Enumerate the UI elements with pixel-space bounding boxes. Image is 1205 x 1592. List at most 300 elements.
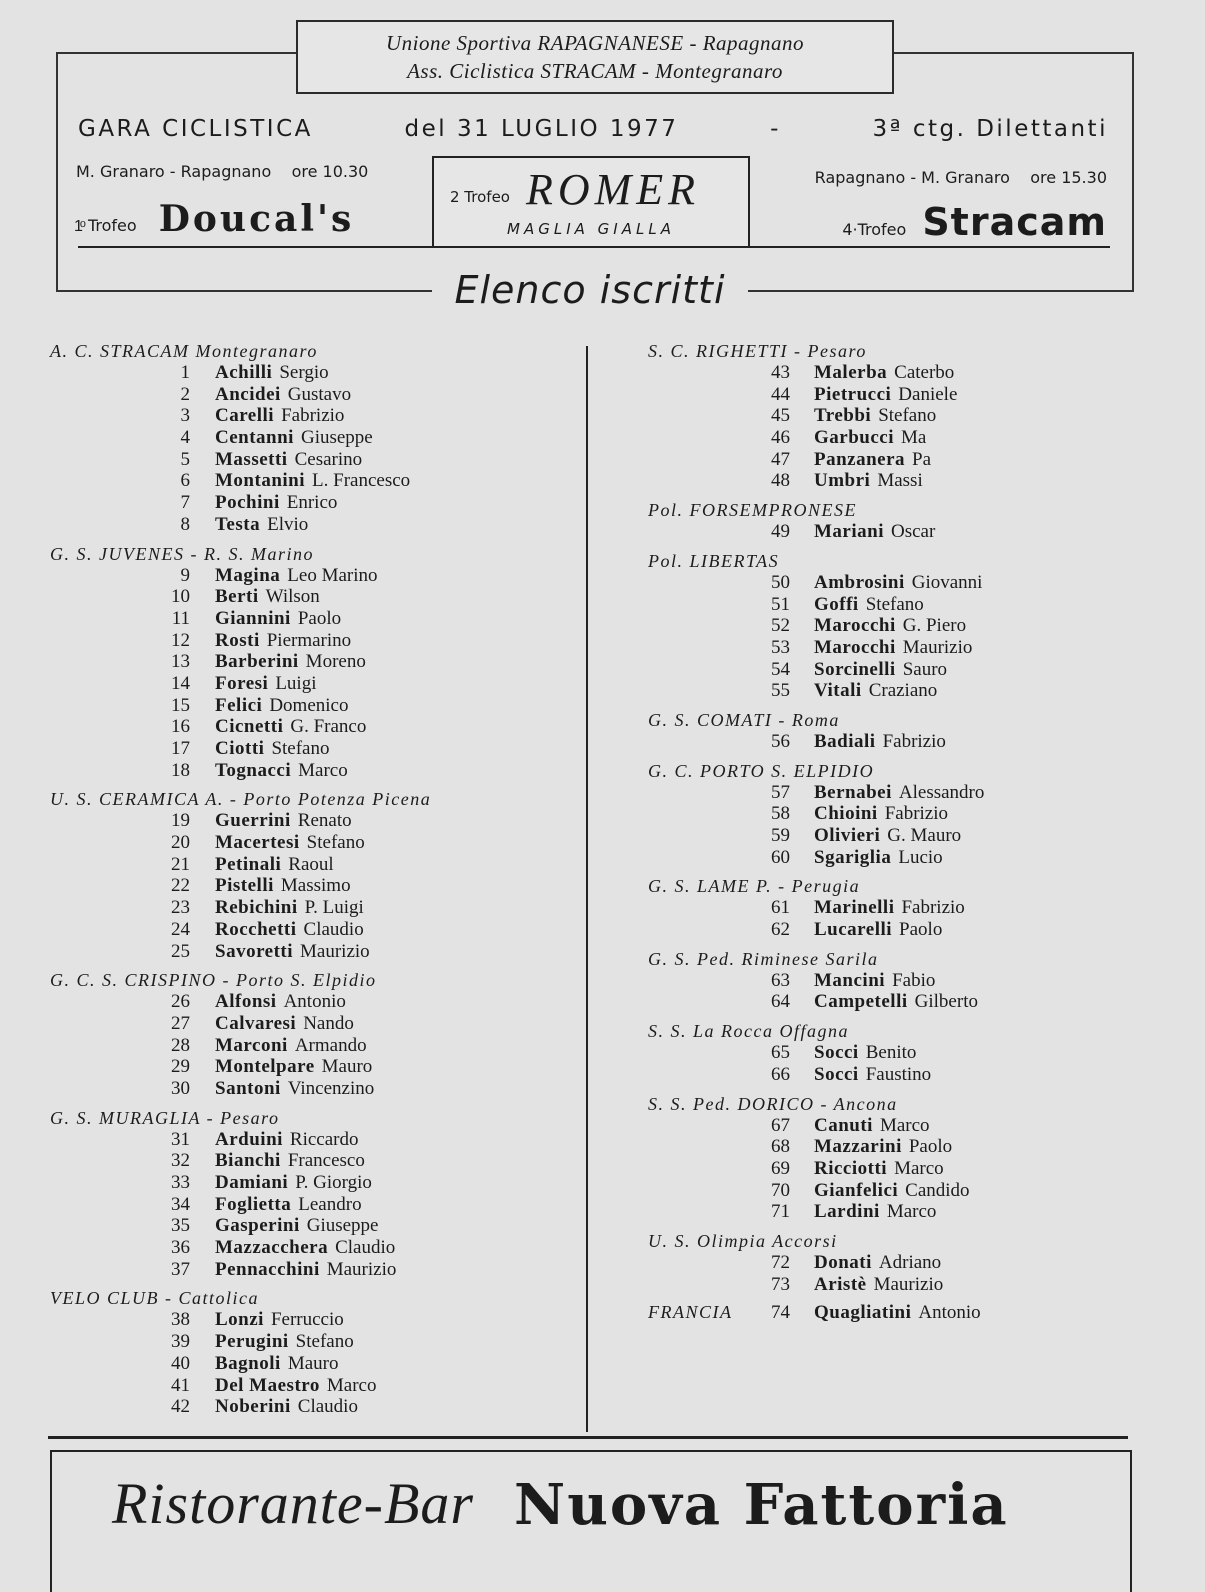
team-name: G. C. S. CRISPINO - Porto S. Elpidio xyxy=(50,970,377,991)
rider-first-name: Stefano xyxy=(878,405,937,427)
rider-surname: Ancidei xyxy=(215,383,281,405)
rider-name xyxy=(215,941,370,963)
rider-row xyxy=(50,1078,580,1100)
team-name: Pol. LIBERTAS xyxy=(648,550,780,571)
rider-surname: Tognacci xyxy=(215,759,292,781)
trofeo-doucals-logo: Doucal's xyxy=(158,198,355,240)
rider-surname: Damiani xyxy=(215,1172,289,1193)
rider-number: 52 xyxy=(771,615,790,637)
rider-row xyxy=(50,608,580,630)
rider-number: 33 xyxy=(171,1172,190,1193)
rider-name xyxy=(215,1194,362,1216)
rider-name xyxy=(215,897,364,919)
rider-row xyxy=(50,514,580,536)
rider-surname: Donati xyxy=(814,1251,872,1273)
rider-number: 25 xyxy=(171,940,190,962)
rider-number: 64 xyxy=(771,991,790,1013)
rider-row xyxy=(50,919,580,941)
rider-number: 40 xyxy=(171,1352,190,1374)
rider-number: 7 xyxy=(180,492,190,514)
rider-number: 70 xyxy=(771,1179,790,1201)
rider-first-name: Adriano xyxy=(878,1251,942,1273)
rider-name xyxy=(814,1302,981,1324)
rider-name xyxy=(814,825,961,847)
rider-number: 60 xyxy=(771,846,790,868)
rider-surname: Marocchi xyxy=(814,615,896,637)
rider-surname: Del Maestro xyxy=(215,1374,320,1396)
rider-row xyxy=(648,637,1188,659)
rider-name xyxy=(215,362,329,384)
rider-surname: Massetti xyxy=(215,448,288,470)
rider-surname: Berti xyxy=(215,586,259,608)
rider-surname: Bianchi xyxy=(215,1150,281,1172)
rider-name xyxy=(814,847,943,869)
rider-surname: Olivieri xyxy=(814,825,881,846)
rider-number: 30 xyxy=(171,1077,190,1099)
rider-row xyxy=(648,970,1188,992)
header-rule xyxy=(78,246,1110,248)
rider-surname: Ricciotti xyxy=(814,1157,888,1179)
rider-number: 45 xyxy=(771,405,790,427)
entry-column-left xyxy=(50,340,580,1425)
rider-first-name: Gustavo xyxy=(287,383,352,405)
rider-surname: Gasperini xyxy=(215,1215,300,1237)
rider-surname: Trebbi xyxy=(814,405,872,427)
rider-first-name: Lucio xyxy=(898,846,943,868)
rider-number: 8 xyxy=(180,513,190,535)
rider-first-name: Faustino xyxy=(865,1063,932,1085)
rider-number: 48 xyxy=(771,470,790,492)
advert-name: Nuova Fattoria xyxy=(514,1472,1009,1538)
rider-number: 28 xyxy=(171,1034,190,1056)
rider-number: 24 xyxy=(171,918,190,940)
race-title-date: del 31 LUGLIO 1977 xyxy=(404,116,679,142)
rider-first-name: P. Luigi xyxy=(304,897,364,919)
rider-first-name: Candido xyxy=(905,1179,970,1201)
rider-first-name: Moreno xyxy=(305,651,366,673)
rider-surname: Noberini xyxy=(215,1396,291,1418)
rider-surname: Calvaresi xyxy=(215,1012,297,1034)
rider-row xyxy=(50,1237,580,1259)
rider-surname: Mancini xyxy=(814,969,886,991)
rider-name xyxy=(215,760,348,782)
rider-row xyxy=(50,565,580,587)
rider-first-name: L. Francesco xyxy=(312,470,411,492)
rider-name xyxy=(215,565,378,587)
maglia-gialla-label: MAGLIA GIALLA xyxy=(507,220,675,238)
rider-surname: Quagliatini xyxy=(814,1302,912,1324)
rider-first-name: Marco xyxy=(886,1201,937,1223)
rider-surname: Malerba xyxy=(814,362,888,383)
rider-surname: Magina xyxy=(215,564,281,586)
team-name: S. S. La Rocca Offagna xyxy=(648,1021,849,1042)
rider-number: 9 xyxy=(180,564,190,586)
trofeo-stracam-logo: Stracam xyxy=(922,200,1107,244)
rider-surname: Cicnetti xyxy=(215,716,284,738)
rider-first-name: Marco xyxy=(894,1157,944,1179)
rider-name xyxy=(814,919,942,941)
rider-number: 22 xyxy=(171,875,190,897)
rider-first-name: Fabrizio xyxy=(281,405,345,427)
rider-row xyxy=(648,659,1188,681)
rider-first-name: Maurizio xyxy=(326,1258,397,1280)
rider-surname: Pistelli xyxy=(215,875,274,897)
rider-surname: Sorcinelli xyxy=(814,658,896,680)
rider-number: 56 xyxy=(771,730,790,752)
rider-surname: Ambrosini xyxy=(814,571,905,593)
rider-name xyxy=(215,1331,354,1353)
rider-name xyxy=(215,919,364,941)
rider-name xyxy=(215,1035,367,1057)
rider-name xyxy=(215,427,373,449)
rider-name xyxy=(814,521,935,543)
rider-name xyxy=(215,1259,396,1281)
rider-name xyxy=(814,782,984,804)
rider-name xyxy=(215,832,365,854)
advert-script-text: Ristorante-Bar xyxy=(112,1471,474,1536)
rider-number: 72 xyxy=(771,1251,790,1273)
rider-number: 54 xyxy=(771,658,790,680)
frame-divider xyxy=(56,290,432,292)
rider-name xyxy=(814,1136,952,1158)
rider-number: 37 xyxy=(171,1258,190,1280)
rider-row xyxy=(50,1056,580,1078)
rider-first-name: Maurizio xyxy=(902,636,973,658)
rider-first-name: Paolo xyxy=(297,607,342,629)
rider-name xyxy=(814,1064,931,1086)
rider-first-name: Marco xyxy=(879,1114,930,1136)
rider-row xyxy=(50,1129,580,1151)
rider-first-name: Stefano xyxy=(271,738,330,759)
rider-name xyxy=(814,1115,930,1137)
rider-first-name: Fabrizio xyxy=(901,897,965,919)
rider-surname: Bagnoli xyxy=(215,1352,281,1374)
rider-name xyxy=(215,695,348,717)
rider-row xyxy=(648,1302,1188,1324)
rider-number: 57 xyxy=(771,781,790,803)
rider-first-name: Claudio xyxy=(297,1396,358,1418)
rider-row xyxy=(50,1353,580,1375)
footer-rule xyxy=(48,1436,1128,1439)
rider-surname: Aristè xyxy=(814,1273,867,1295)
rider-name xyxy=(215,854,334,876)
rider-name xyxy=(215,384,351,406)
rider-number: 2 xyxy=(180,383,190,405)
rider-surname: Petinali xyxy=(215,853,282,875)
rider-number: 26 xyxy=(171,991,190,1013)
rider-row xyxy=(50,1215,580,1237)
rider-name xyxy=(814,970,935,992)
team-name: G. C. PORTO S. ELPIDIO xyxy=(648,760,875,781)
rider-surname: Guerrini xyxy=(215,810,291,832)
rider-first-name: Pa xyxy=(912,448,932,470)
rider-name xyxy=(215,875,351,897)
organizer-line-2: Ass. Ciclistica STRACAM - Montegranaro xyxy=(407,59,783,83)
rider-name xyxy=(215,514,308,536)
rider-name xyxy=(215,651,366,673)
rider-name xyxy=(215,1237,395,1259)
rider-surname: Giannini xyxy=(215,607,291,629)
rider-row xyxy=(648,427,1188,449)
rider-row xyxy=(50,832,580,854)
rider-first-name: Nando xyxy=(303,1012,354,1034)
rider-row xyxy=(50,630,580,652)
rider-row xyxy=(648,521,1188,543)
rider-surname: Rebichini xyxy=(215,897,298,919)
rider-first-name: Maurizio xyxy=(300,940,370,962)
column-divider xyxy=(586,346,588,1432)
rider-surname: Santoni xyxy=(215,1077,281,1099)
rider-number: 42 xyxy=(171,1396,190,1418)
rider-row xyxy=(50,810,580,832)
rider-row xyxy=(50,1259,580,1281)
rider-number: 43 xyxy=(771,362,790,383)
rider-surname: Macertesi xyxy=(215,832,300,854)
rider-surname: Pennacchini xyxy=(215,1258,320,1280)
rider-row xyxy=(50,716,580,738)
rider-first-name: Fabrizio xyxy=(884,803,949,825)
rider-number: 53 xyxy=(771,636,790,658)
rider-name xyxy=(215,673,316,695)
rider-row xyxy=(50,991,580,1013)
rider-first-name: Ferruccio xyxy=(270,1309,344,1331)
rider-number: 20 xyxy=(171,832,190,854)
rider-surname: Mariani xyxy=(814,521,884,543)
team-name: G. S. Ped. Riminese Sarila xyxy=(648,948,879,969)
rider-row xyxy=(648,919,1188,941)
rider-surname: Foresi xyxy=(215,672,269,694)
rider-name xyxy=(215,1396,358,1418)
rider-number: 62 xyxy=(771,919,790,941)
rider-first-name: Fabrizio xyxy=(882,730,946,752)
race-title-name: GARA CICLISTICA xyxy=(78,116,313,142)
rider-number: 39 xyxy=(171,1331,190,1353)
rider-name xyxy=(814,1158,944,1180)
rider-surname: Foglietta xyxy=(215,1193,292,1215)
rider-first-name: Oscar xyxy=(891,521,936,543)
rider-number: 10 xyxy=(171,586,190,608)
team-name: VELO CLUB - Cattolica xyxy=(50,1288,260,1309)
rider-name xyxy=(215,1056,372,1078)
rider-row xyxy=(648,782,1188,804)
rider-first-name: Armando xyxy=(294,1034,367,1056)
rider-first-name: Stefano xyxy=(295,1331,354,1353)
rider-row xyxy=(50,760,580,782)
team-name: Pol. FORSEMPRONESE xyxy=(648,500,857,521)
rider-row xyxy=(648,449,1188,471)
rider-name xyxy=(215,738,329,760)
rider-first-name: Paolo xyxy=(899,919,943,941)
rider-name xyxy=(814,470,923,492)
team-name: U. S. Olimpia Accorsi xyxy=(648,1230,838,1251)
rider-first-name: Stefano xyxy=(306,832,365,854)
rider-first-name: G. Piero xyxy=(902,615,967,637)
rider-first-name: Giuseppe xyxy=(300,427,373,449)
rider-number: 36 xyxy=(171,1237,190,1259)
rider-number: 11 xyxy=(171,607,190,629)
rider-number: 12 xyxy=(171,629,190,651)
rider-number: 34 xyxy=(171,1193,190,1215)
rider-name xyxy=(814,1042,916,1064)
rider-number: 38 xyxy=(171,1309,190,1331)
rider-row xyxy=(648,731,1188,753)
organizer-line-1: Unione Sportiva RAPAGNANESE - Rapagnano xyxy=(385,31,805,55)
rider-first-name: Paolo xyxy=(908,1136,953,1158)
rider-surname: Campetelli xyxy=(814,991,908,1013)
rider-number: 18 xyxy=(171,759,190,781)
rider-number: 16 xyxy=(171,716,190,738)
rider-number: 55 xyxy=(771,680,790,702)
stage-afternoon xyxy=(815,168,1107,187)
rider-row xyxy=(648,405,1188,427)
rider-first-name: Vincenzino xyxy=(287,1077,375,1099)
rider-row xyxy=(50,1331,580,1353)
rider-number: 63 xyxy=(771,969,790,991)
rider-name xyxy=(814,594,924,616)
rider-surname: Marinelli xyxy=(814,897,895,919)
rider-first-name: Marco xyxy=(298,759,348,781)
rider-row xyxy=(648,1064,1188,1086)
rider-name xyxy=(814,384,957,406)
team-name: G. S. LAME P. - Perugia xyxy=(648,876,861,897)
rider-number: 67 xyxy=(771,1114,790,1136)
rider-first-name: Marco xyxy=(326,1374,377,1396)
rider-row xyxy=(648,1180,1188,1202)
rider-surname: Barberini xyxy=(215,651,299,673)
rider-name xyxy=(215,991,346,1013)
rider-row xyxy=(50,1035,580,1057)
rider-surname: Lonzi xyxy=(215,1309,264,1331)
rider-row xyxy=(50,449,580,471)
rider-surname: Garbucci xyxy=(814,427,894,449)
rider-name xyxy=(215,608,341,630)
rider-row xyxy=(648,803,1188,825)
rider-first-name: Riccardo xyxy=(289,1128,359,1150)
team-name: A. C. STRACAM Montegranaro xyxy=(50,341,318,361)
rider-name xyxy=(814,731,946,753)
rider-number: 73 xyxy=(771,1273,790,1295)
rider-name xyxy=(215,1215,379,1237)
rider-surname: Montelpare xyxy=(215,1056,315,1078)
rider-name xyxy=(814,659,947,681)
rider-surname: Bernabei xyxy=(814,781,892,803)
rider-surname: Montanini xyxy=(215,470,306,492)
rider-number: 3 xyxy=(180,405,190,427)
rider-row xyxy=(50,1194,580,1216)
rider-name xyxy=(814,615,966,637)
rider-row xyxy=(648,594,1188,616)
team-name: S. C. RIGHETTI - Pesaro xyxy=(648,341,867,361)
rider-number: 59 xyxy=(771,825,790,846)
rider-number: 21 xyxy=(171,853,190,875)
rider-surname: Canuti xyxy=(814,1114,873,1136)
rider-first-name: Caterbo xyxy=(894,362,955,383)
rider-row xyxy=(50,1013,580,1035)
rider-row xyxy=(50,1375,580,1397)
rider-first-name: Giuseppe xyxy=(306,1215,379,1237)
rider-first-name: Massi xyxy=(877,470,923,492)
rider-surname: Perugini xyxy=(215,1331,289,1353)
rider-number: 58 xyxy=(771,803,790,825)
rider-number: 6 xyxy=(180,470,190,492)
rider-surname: Vitali xyxy=(814,680,862,702)
rider-number: 49 xyxy=(771,521,790,543)
rider-surname: Gianfelici xyxy=(814,1179,899,1201)
rider-name xyxy=(814,1252,941,1274)
rider-surname: Felici xyxy=(215,694,263,716)
rider-surname: Pietrucci xyxy=(814,383,892,405)
rider-row xyxy=(50,941,580,963)
organizers-box xyxy=(296,20,894,94)
rider-first-name: Fabio xyxy=(892,969,936,991)
rider-name xyxy=(215,1129,359,1151)
rider-row xyxy=(648,1201,1188,1223)
rider-number: 1 xyxy=(180,362,190,383)
rider-number: 44 xyxy=(771,383,790,405)
rider-first-name: Giovanni xyxy=(911,571,983,593)
rider-first-name: Antonio xyxy=(283,991,346,1013)
stage-morning xyxy=(76,162,368,181)
frame-divider xyxy=(748,290,1132,292)
rider-number: 61 xyxy=(771,897,790,919)
team-name: G. S. COMATI - Roma xyxy=(648,709,840,730)
rider-surname: Pochini xyxy=(215,492,280,514)
rider-name xyxy=(215,1309,344,1331)
rider-surname: Mazzacchera xyxy=(215,1237,329,1259)
rider-row xyxy=(50,1396,580,1418)
rider-row xyxy=(648,384,1188,406)
rider-surname: Socci xyxy=(814,1042,859,1064)
rider-row xyxy=(648,897,1188,919)
rider-number: 71 xyxy=(771,1201,790,1223)
rider-surname: Chioini xyxy=(814,803,878,825)
rider-first-name: Gilberto xyxy=(914,991,978,1013)
rider-name xyxy=(814,572,982,594)
rider-first-name: Maurizio xyxy=(873,1273,944,1295)
rider-row xyxy=(50,427,580,449)
rider-surname: Rocchetti xyxy=(215,918,297,940)
rider-name xyxy=(814,405,936,427)
trofeo-label: 1ͦ Trofeo xyxy=(74,216,137,235)
rider-surname: Lardini xyxy=(814,1201,880,1223)
rider-surname: Socci xyxy=(814,1063,859,1085)
rider-first-name: Alessandro xyxy=(898,781,985,803)
rider-number: 69 xyxy=(771,1157,790,1179)
rider-row xyxy=(50,470,580,492)
team-name: G. S. MURAGLIA - Pesaro xyxy=(50,1107,280,1128)
rider-name xyxy=(215,1172,372,1194)
rider-surname: Marocchi xyxy=(814,636,896,658)
rider-number: 13 xyxy=(171,651,190,673)
rider-row xyxy=(648,1136,1188,1158)
rider-first-name: Daniele xyxy=(898,383,958,405)
rider-first-name: Antonio xyxy=(918,1302,981,1324)
rider-name xyxy=(814,803,948,825)
rider-first-name: Enrico xyxy=(286,492,338,514)
rider-name xyxy=(814,362,954,384)
rider-row xyxy=(50,586,580,608)
rider-number: 15 xyxy=(171,694,190,716)
rider-row xyxy=(648,847,1188,869)
rider-row xyxy=(50,738,580,760)
rider-row xyxy=(50,1309,580,1331)
rider-surname: Arduini xyxy=(215,1128,283,1150)
rider-first-name: Leo Marino xyxy=(287,564,378,586)
trofeo-romer-box xyxy=(432,156,750,246)
rider-row xyxy=(50,362,580,384)
rider-first-name: Domenico xyxy=(269,694,349,716)
rider-surname: Carelli xyxy=(215,405,275,427)
